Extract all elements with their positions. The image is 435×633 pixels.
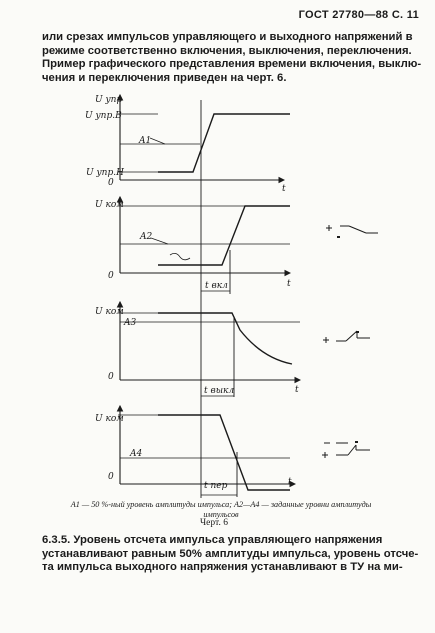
panel2-squiggle	[170, 253, 190, 259]
intro-line: чения и переключения приведен на черт. 6.	[42, 71, 287, 84]
panel2-level-label: A2	[140, 232, 153, 242]
intro-line: или срезах импульсов управляющего и выходного напряжений в	[42, 31, 413, 43]
panel2-x-label: t	[287, 279, 291, 289]
panel3-zero-label: 0	[108, 372, 114, 382]
panel1-level-label: A1	[139, 136, 152, 146]
body-paragraph	[42, 534, 422, 575]
panel1-x-label: t	[282, 184, 286, 194]
figure-caption: A1 — 50 %-ный уровень амплитуды импульса; A2—A4 — заданные уровни амплитуды импульсов	[70, 500, 372, 519]
panel2-leader	[151, 238, 168, 244]
switch-changeover-symbol	[322, 443, 370, 458]
panel3-signal	[158, 313, 292, 364]
switch-off-symbol	[323, 331, 370, 343]
body-line: та импульса выходного напряжения устанавливают в ТУ на ми-	[42, 561, 403, 573]
switch-mark	[356, 331, 359, 333]
switch-mark	[337, 236, 340, 238]
body-line: устанавливают равным 50% амплитуды импульса, уровень отсче-	[42, 547, 419, 560]
panel1-bottom-level-label: U упр.Н	[86, 168, 124, 178]
body-line: 6.3.5. Уровень отсчета импульса управляющего напряжения	[42, 534, 383, 546]
panel4-y-label: U ком	[95, 414, 124, 424]
panel1-leader	[150, 138, 165, 144]
switch-on-symbol	[326, 225, 378, 233]
panel3-level-label: A3	[124, 318, 137, 328]
t-switch-label: t пер	[204, 481, 228, 491]
panel3-y-label: U ком	[95, 307, 124, 317]
switch-mark	[355, 441, 358, 443]
intro-paragraph	[42, 31, 422, 85]
panel1-zero-label: 0	[108, 178, 114, 188]
t-off-label: t выкл	[204, 386, 235, 396]
panel2-signal	[158, 206, 290, 265]
panel4-axes	[120, 406, 295, 484]
t-on-label: t вкл	[205, 281, 228, 291]
panel4-signal	[158, 415, 290, 490]
panel2-y-label: U ком	[95, 200, 124, 210]
panel1-signal	[158, 114, 290, 172]
panel4-zero-label: 0	[108, 472, 114, 482]
timing-diagram	[0, 80, 435, 498]
intro-line: Пример графического представления времени включения, выклю-	[42, 58, 422, 70]
panel2-zero-label: 0	[108, 271, 114, 281]
intro-line: режиме соответственно включения, выключения, переключения.	[42, 44, 412, 57]
panel4-level-label: A4	[130, 449, 143, 459]
figure-label: Черт. 6	[200, 518, 228, 528]
panel4-x-label: t	[288, 477, 292, 487]
page-header: ГОСТ 27780—88 С. 11	[298, 9, 419, 21]
panel1-y-label: U упр	[95, 95, 123, 105]
panel1-top-level-label: U упр.В	[85, 111, 122, 121]
panel3-x-label: t	[295, 385, 299, 395]
